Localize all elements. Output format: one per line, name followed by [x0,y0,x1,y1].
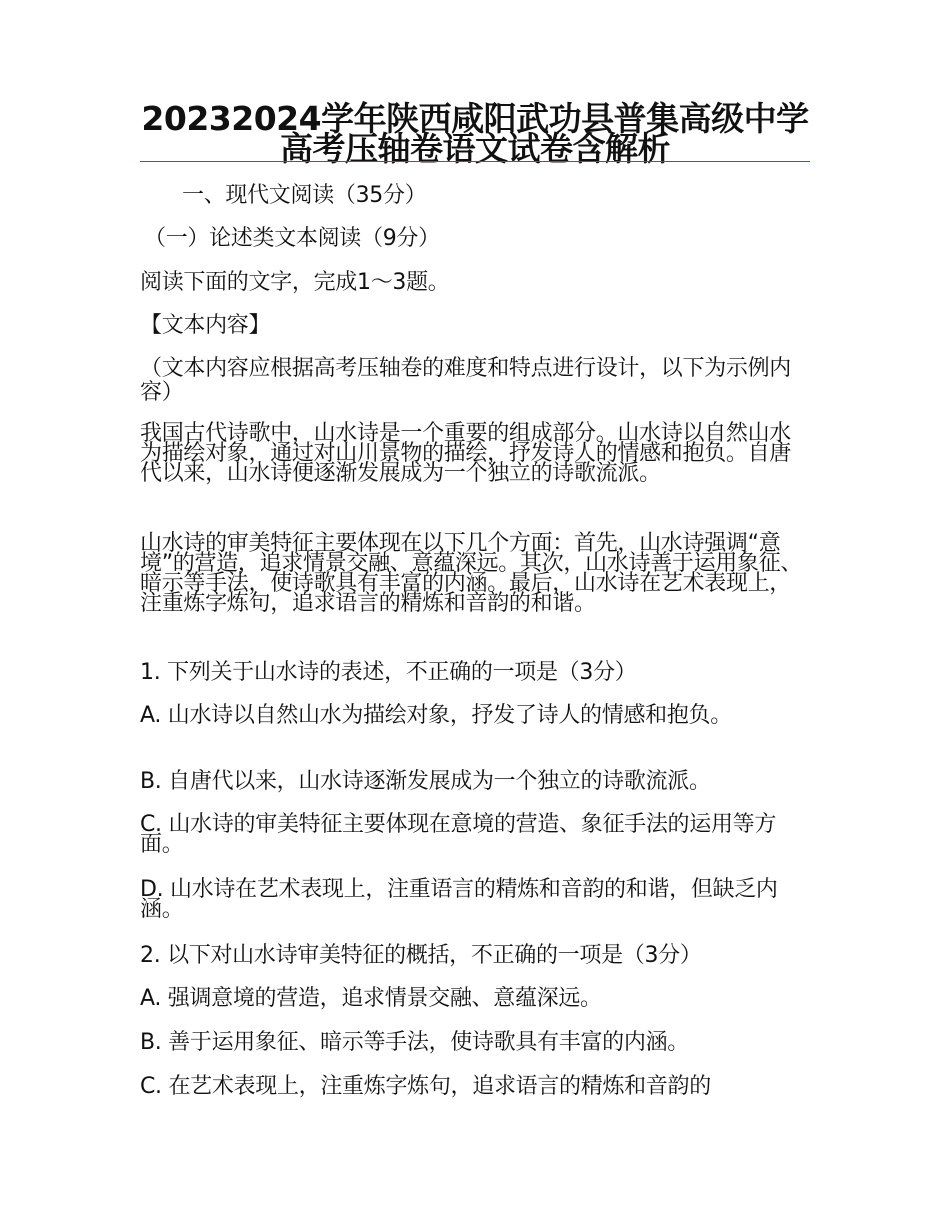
question-1-option-d: D. 山水诗在艺术表现上，注重语言的精炼和音韵的和谐，但缺乏内涵。 [140,877,778,922]
question-2-option-a: A. 强调意境的营造，追求情景交融、意蕴深远。 [140,986,602,1011]
body-paragraph: 我国古代诗歌中，山水诗是一个重要的组成部分。山水诗以自然山水为描绘对象，通过对山川景物的描绘，抒发诗人的情感和抱负。自唐代以来，山水诗便逐渐发展成为一个独立的诗歌流派。 [140,421,792,486]
question-2-option-b: B. 善于运用象征、暗示等手法，使诗歌具有丰富的内涵。 [140,1030,689,1055]
question-2-option-c: C. 在艺术表现上，注重炼字炼句，追求语言的精炼和音韵的 [140,1074,711,1099]
question-1-option-a: A. 山水诗以自然山水为描绘对象，抒发了诗人的情感和抱负。 [140,703,732,728]
question-1-stem: 1. 下列关于山水诗的表述，不正确的一项是（3分） [140,660,637,685]
instruction-text: 阅读下面的文字，完成1～3题。 [140,270,450,295]
question-1-option-b: B. 自唐代以来，山水诗逐渐发展成为一个独立的诗歌流派。 [140,769,711,794]
body-paragraph: 山水诗的审美特征主要体现在以下几个方面：首先，山水诗强调“意境”的营造，追求情景交融、意蕴深远。其次，山水诗善于运用象征、暗示等手法，使诗歌具有丰富的内涵。最后，山水诗在艺术表现上，注重炼字炼句，追求语言的精炼和音韵的和谐。 [140,531,803,616]
document-title: 20232024学年陕西咸阳武功县普集高级中学高考压轴卷语文试卷含解析 [141,99,809,168]
section-heading: 一、现代文阅读（35分） [182,183,427,208]
text-label: 【文本内容】 [140,313,271,338]
question-2-stem: 2. 以下对山水诗审美特征的概括，不正确的一项是（3分） [140,943,702,968]
question-1-option-c: C. 山水诗的审美特征主要体现在意境的营造、象征手法的运用等方面。 [140,812,777,857]
subsection-heading: （一）论述类文本阅读（9分） [144,226,440,251]
title-underline [140,161,810,162]
note-paragraph: （文本内容应根据高考压轴卷的难度和特点进行设计，以下为示例内容） [140,356,792,405]
